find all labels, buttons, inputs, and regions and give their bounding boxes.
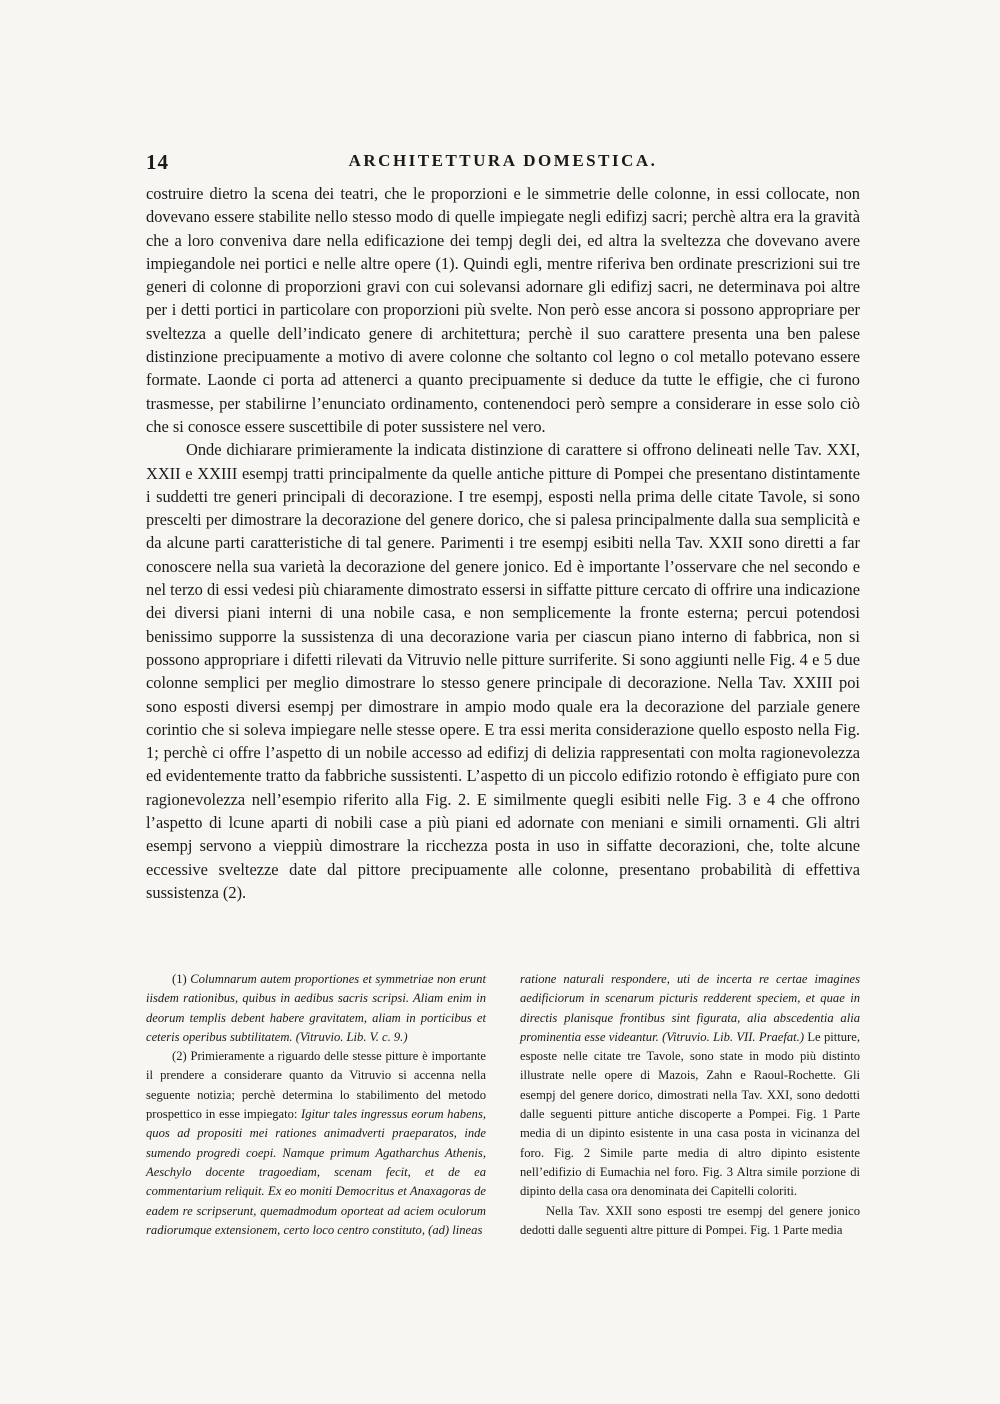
footnote-2	[146, 1047, 486, 1240]
footnotes-left-column	[146, 970, 486, 1240]
footnote-1-quote: Columnarum autem proportiones et symmetriae non erunt iisdem rationibus, quibus in aedibus sacris scripsi. Aliam enim in deorum templis debent habere gravitatem, aliam in porticibus et ceteris operibus subtilitatem. (Vitruvio. Lib. V. c. 9.)	[146, 972, 486, 1044]
footnotes	[146, 970, 860, 1240]
footnote-2-continued	[520, 970, 860, 1202]
footnote-1	[146, 970, 486, 1047]
footnote-1-marker: (1)	[172, 972, 187, 986]
main-text	[146, 182, 860, 904]
footnote-2-marker: (2)	[172, 1049, 187, 1064]
page-number: 14	[146, 150, 169, 174]
running-head: ARCHITETTURA DOMESTICA.	[348, 151, 658, 170]
footnote-2-quote: Igitur tales ingressus eorum habens, quos ad propositi mei rationes animadverti praeparatos, inde sumendo progredi coepi. Namque primum Agatharchus Athenis, Aeschylo docente tragoediam, scenam fecit, et de ea commentarium reliquit. Ex eo moniti Democritus et Anaxagoras de eadem re scripserunt, quemadmodum oporteat ad aciem oculorum radiorumque extensionem, certo loco centro constituto, (ad) lineas	[146, 1107, 487, 1237]
footnote-2-text-continued: Le pitture, esposte nelle citate tre Tavole, sono state in modo più distinto illustrate nelle opere di Mazois, Zahn e Raoul-Rochette. Gli esempj del genere dorico, dimostrati nella Tav. XXI, sono dedotti dalle seguenti pitture antiche discoperte a Pompei. Fig. 1 Parte media di un dipinto esistente in una casa posta in vicinanza del foro. Fig. 2 Simile parte media di altro dipinto esistente nell’edifizio di Eumachia nel foro. Fig. 3 Altra simile porzione di dipinto della casa ora denominata dei Capitelli coloriti.	[520, 1029, 860, 1199]
footnote-2-quote-continued: ratione naturali respondere, uti de incerta re certae imagines aedificiorum in scenarum picturis redderent speciem, et quae in directis planisque frontibus sint figurata, alia abscedentia alia prominentia esse videantur. (Vitruvio. Lib. VII. Praefat.)	[520, 972, 860, 1044]
page-header	[146, 150, 860, 182]
footnotes-right-column	[520, 970, 860, 1240]
footnote-2-paragraph-2: Nella Tav. XXII sono esposti tre esempj del genere jonico dedotti dalle seguenti altre pitture di Pompei. Fig. 1 Parte media	[520, 1203, 860, 1237]
main-paragraph-1: costruire dietro la scena dei teatri, che le proporzioni e le simmetrie delle colonne, in essi collocate, non dovevano essere stabilite nello stesso modo di quelle impiegate negli edifizj sacri; perchè altra era la gravità che a loro conveniva dare nella edificazione dei tempj degli dei, ed altra la sveltezza che dovevano avere impiegandole nei portici e nelle altre opere (1). Quindi egli, mentre riferiva ben ordinate prescrizioni sui tre generi di colonne di proporzioni gravi con cui solevansi adornare gli edifizj sacri, ne determinava poi altre per i detti portici in particolare con proporzioni più svelte. Non però esse ancora si possono appropriare per sveltezza a quelle dell’indicato genere di architettura; perchè il suo carattere presenta una ben palese distinzione precipuamente a motivo di avere colonne che soltanto col legno o col metallo potevano essere formate. Laonde ci porta ad attenerci a quanto precipuamente si deduce da tutte le effigie, che ci furono trasmesse, per stabilirne l’enunciato ordinamento, contenendoci però sempre a considerare in esse solo ciò che si conosce essere suscettibile di poter sussistere nel vero.	[146, 184, 860, 436]
footnote-2-text: Primieramente a riguardo delle stesse pitture è importante il prendere a considerare quanto da Vitruvio si accenna nella seguente notizia; perchè determina lo stabilimento del metodo prospettico in esse impiegato:	[146, 1049, 486, 1122]
main-paragraph-2: Onde dichiarare primieramente la indicata distinzione di carattere si offrono delineati nelle Tav. XXI, XXII e XXIII esempj tratti principalmente da quelle antiche pitture di Pompei che presentano distintamente i suddetti tre generi principali di decorazione. I tre esempj, esposti nella prima delle citate Tavole, si sono prescelti per dimostrare la decorazione del genere dorico, che si palesa principalmente dalla sua semplicità e da alcune parti caratteristiche di tal genere. Parimenti i tre esempj esibiti nella Tav. XXII sono diretti a far conoscere nella sua varietà la decorazione del genere jonico. Ed è importante l’osservare che nel secondo e nel terzo di essi vedesi più chiaramente dimostrato essersi in siffatte pitture cercato di offrire una indicazione dei diversi piani interni di una nobile casa, e non semplicemente la fronte esterna; percui potendosi benissimo supporre la sussistenza di una decorazione varia per ciascun piano interno di fabbrica, non si possono appropriare i difetti rilevati da Vitruvio nelle pitture surriferite. Si sono aggiunti nelle Fig. 4 e 5 due colonne semplici per meglio dimostrare lo stesso genere principale di decorazione. Nella Tav. XXIII poi sono esposti diversi esempj per dimostrare in ampio modo quale era la decorazione del parziale genere corintio che si soleva impiegare nelle stesse opere. E tra essi merita considerazione quello esposto nella Fig. 1; perchè ci offre l’aspetto di un nobile accesso ad edifizj di delizia rappresentati con molta ragionevolezza ed evidentemente tratto da fabbriche sussistenti. L’aspetto di un piccolo edifizio rotondo è effigiato pure con ragionevolezza nell’esempio riferito alla Fig. 2. E similmente quegli esibiti nelle Fig. 3 e 4 che offrono l’aspetto di lcune aparti di nobili case a più piani ed adornate con meniani e simili ornamenti. Gli altri esempj servono a vieppiù dimostrare la ricchezza posta in uso in siffatte decorazioni, che, tolte alcune eccessive sveltezze date dal pittore precipuamente alle colonne, presentano probabilità di effettiva sussistenza (2).	[146, 440, 860, 902]
